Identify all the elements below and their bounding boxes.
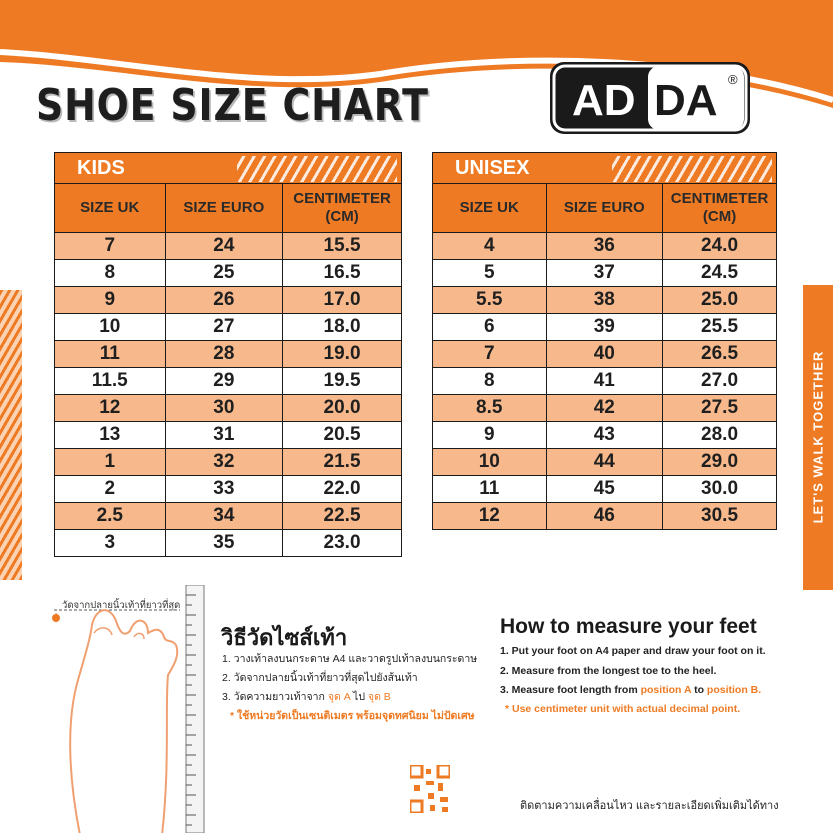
kids-cell-size-uk: 11 <box>55 341 166 368</box>
kids-cell-size-euro: 26 <box>165 287 283 314</box>
unisex-cell-size-euro: 41 <box>546 368 663 395</box>
unisex-header-centimeter: CENTIMETER (CM) <box>663 184 777 233</box>
unisex-cell-centimeter: 24.5 <box>663 260 777 287</box>
caption-stripes <box>612 156 772 182</box>
kids-cell-centimeter: 16.5 <box>283 260 402 287</box>
kids-table-row <box>55 422 402 449</box>
unisex-cell-size-euro: 42 <box>546 395 663 422</box>
svg-text:AD: AD <box>572 76 636 125</box>
unisex-cell-size-uk: 5 <box>433 260 547 287</box>
kids-cell-centimeter: 20.0 <box>283 395 402 422</box>
unisex-cell-centimeter: 24.0 <box>663 233 777 260</box>
english-step-2: 2. Measure from the longest toe to the heel. <box>500 665 717 677</box>
kids-table-row <box>55 233 402 260</box>
kids-cell-size-uk: 3 <box>55 530 166 557</box>
thai-step-1: 1. วางเท้าลงบนกระดาษ A4 และวาดรูปเท้าลงบนกระดาษ <box>222 653 478 665</box>
unisex-cell-centimeter: 27.0 <box>663 368 777 395</box>
kids-cell-size-uk: 11.5 <box>55 368 166 395</box>
unisex-table-row <box>433 260 777 287</box>
unisex-header-size-euro: SIZE EURO <box>546 184 663 233</box>
kids-cell-size-uk: 13 <box>55 422 166 449</box>
unisex-cell-size-euro: 38 <box>546 287 663 314</box>
kids-cell-centimeter: 23.0 <box>283 530 402 557</box>
english-point-b: position B. <box>706 684 762 696</box>
thai-point-a: จุด A <box>327 691 351 703</box>
kids-cell-size-uk: 2.5 <box>55 503 166 530</box>
kids-cell-centimeter: 19.0 <box>283 341 402 368</box>
unisex-cell-centimeter: 30.0 <box>663 476 777 503</box>
kids-table-row <box>55 503 402 530</box>
unisex-cell-size-uk: 12 <box>433 503 547 530</box>
kids-table-row <box>55 530 402 557</box>
unisex-cell-size-euro: 39 <box>546 314 663 341</box>
english-step-1: 1. Put your foot on A4 paper and draw your foot on it. <box>500 645 766 657</box>
unisex-table-row <box>433 422 777 449</box>
unisex-cell-size-uk: 11 <box>433 476 547 503</box>
unisex-cell-size-uk: 5.5 <box>433 287 547 314</box>
kids-header-size-euro: SIZE EURO <box>165 184 283 233</box>
kids-caption: KIDS <box>77 156 125 179</box>
unisex-table-row <box>433 341 777 368</box>
unisex-cell-size-uk: 6 <box>433 314 547 341</box>
kids-cell-size-euro: 30 <box>165 395 283 422</box>
kids-header-size-uk: SIZE UK <box>55 184 166 233</box>
caption-stripes <box>237 156 397 182</box>
kids-table-row <box>55 341 402 368</box>
kids-cell-centimeter: 22.5 <box>283 503 402 530</box>
kids-table-row <box>55 395 402 422</box>
registered-mark: ® <box>728 72 738 87</box>
unisex-cell-size-euro: 45 <box>546 476 663 503</box>
unisex-cell-size-uk: 8.5 <box>433 395 547 422</box>
unisex-size-table <box>432 152 777 530</box>
unisex-cell-size-uk: 10 <box>433 449 547 476</box>
thai-step-3-mid: ไป <box>353 691 365 703</box>
kids-cell-size-euro: 34 <box>165 503 283 530</box>
unisex-table-row <box>433 314 777 341</box>
kids-cell-size-uk: 2 <box>55 476 166 503</box>
unisex-cell-size-euro: 44 <box>546 449 663 476</box>
kids-cell-centimeter: 21.5 <box>283 449 402 476</box>
english-instructions-title: How to measure your feet <box>500 615 757 638</box>
english-note: * Use centimeter unit with actual decimal point. <box>505 703 741 715</box>
unisex-cell-centimeter: 27.5 <box>663 395 777 422</box>
adda-logo <box>550 62 750 134</box>
english-point-a: position A <box>640 684 692 696</box>
foot-measure-label: วัดจากปลายนิ้วเท้าที่ยาวที่สุด <box>62 600 181 611</box>
unisex-cell-size-euro: 36 <box>546 233 663 260</box>
kids-cell-size-euro: 31 <box>165 422 283 449</box>
kids-cell-size-euro: 32 <box>165 449 283 476</box>
kids-header-centimeter: CENTIMETER (CM) <box>283 184 402 233</box>
unisex-table-row <box>433 449 777 476</box>
kids-cell-size-euro: 27 <box>165 314 283 341</box>
unisex-cell-size-euro: 40 <box>546 341 663 368</box>
unisex-cell-centimeter: 25.5 <box>663 314 777 341</box>
kids-cell-centimeter: 17.0 <box>283 287 402 314</box>
kids-cell-size-uk: 12 <box>55 395 166 422</box>
kids-cell-centimeter: 18.0 <box>283 314 402 341</box>
unisex-cell-size-uk: 9 <box>433 422 547 449</box>
unisex-cell-size-euro: 43 <box>546 422 663 449</box>
svg-text:DA: DA <box>654 76 718 125</box>
kids-table-row <box>55 314 402 341</box>
unisex-cell-centimeter: 25.0 <box>663 287 777 314</box>
follow-text: ติดตามความเคลื่อนไหว และรายละเอียดเพิ่มเติมได้ทาง <box>520 800 779 812</box>
unisex-cell-size-uk: 4 <box>433 233 547 260</box>
kids-cell-centimeter: 19.5 <box>283 368 402 395</box>
kids-cell-size-euro: 29 <box>165 368 283 395</box>
unisex-caption: UNISEX <box>455 156 530 179</box>
slogan-text: LET'S WALK TOGETHER <box>810 350 826 524</box>
unisex-table-row <box>433 476 777 503</box>
kids-caption-cell <box>55 153 402 184</box>
unisex-caption-cell <box>433 153 777 184</box>
thai-instructions-title: วิธีวัดไซส์เท้า <box>221 625 348 650</box>
unisex-cell-size-euro: 46 <box>546 503 663 530</box>
foot-diagram <box>50 585 210 833</box>
kids-cell-size-euro: 35 <box>165 530 283 557</box>
thai-note: * ใช้หน่วยวัดเป็นเซนติเมตร พร้อมจุดทศนิยม ไม่ปัดเศษ <box>230 710 475 722</box>
unisex-table-row <box>433 287 777 314</box>
english-step-3-mid: to <box>694 684 704 696</box>
kids-cell-size-euro: 33 <box>165 476 283 503</box>
thai-step-3 <box>222 688 391 705</box>
kids-table-row <box>55 449 402 476</box>
unisex-cell-size-uk: 7 <box>433 341 547 368</box>
unisex-table-row <box>433 368 777 395</box>
thai-step-2: 2. วัดจากปลายนิ้วเท้าที่ยาวที่สุดไปยังส้นเท้า <box>222 672 418 684</box>
kids-cell-size-uk: 10 <box>55 314 166 341</box>
page-title: SHOE SIZE CHART <box>36 80 429 131</box>
kids-size-table <box>54 152 402 557</box>
left-side-band <box>0 290 22 580</box>
kids-cell-size-uk: 7 <box>55 233 166 260</box>
unisex-cell-centimeter: 26.5 <box>663 341 777 368</box>
kids-cell-centimeter: 20.5 <box>283 422 402 449</box>
kids-cell-size-uk: 9 <box>55 287 166 314</box>
unisex-cell-size-uk: 8 <box>433 368 547 395</box>
unisex-cell-centimeter: 30.5 <box>663 503 777 530</box>
unisex-table-row <box>433 503 777 530</box>
english-step-3 <box>500 684 761 696</box>
kids-table-row <box>55 368 402 395</box>
english-step-3-text: 3. Measure foot length from <box>500 684 638 696</box>
kids-table-row <box>55 260 402 287</box>
unisex-table-row <box>433 395 777 422</box>
kids-cell-size-uk: 1 <box>55 449 166 476</box>
kids-cell-size-euro: 28 <box>165 341 283 368</box>
kids-table-row <box>55 287 402 314</box>
thai-point-b: จุด B <box>367 691 391 703</box>
kids-cell-size-euro: 24 <box>165 233 283 260</box>
kids-cell-size-euro: 25 <box>165 260 283 287</box>
kids-cell-size-uk: 8 <box>55 260 166 287</box>
kids-cell-centimeter: 22.0 <box>283 476 402 503</box>
kids-cell-centimeter: 15.5 <box>283 233 402 260</box>
unisex-header-size-uk: SIZE UK <box>433 184 547 233</box>
unisex-cell-size-euro: 37 <box>546 260 663 287</box>
unisex-cell-centimeter: 28.0 <box>663 422 777 449</box>
point-a-label: A <box>53 612 60 622</box>
qr-code[interactable] <box>410 765 450 813</box>
thai-step-3-text: 3. วัดความยาวเท้าจาก <box>222 691 325 703</box>
unisex-cell-centimeter: 29.0 <box>663 449 777 476</box>
kids-table-row <box>55 476 402 503</box>
unisex-table-row <box>433 233 777 260</box>
